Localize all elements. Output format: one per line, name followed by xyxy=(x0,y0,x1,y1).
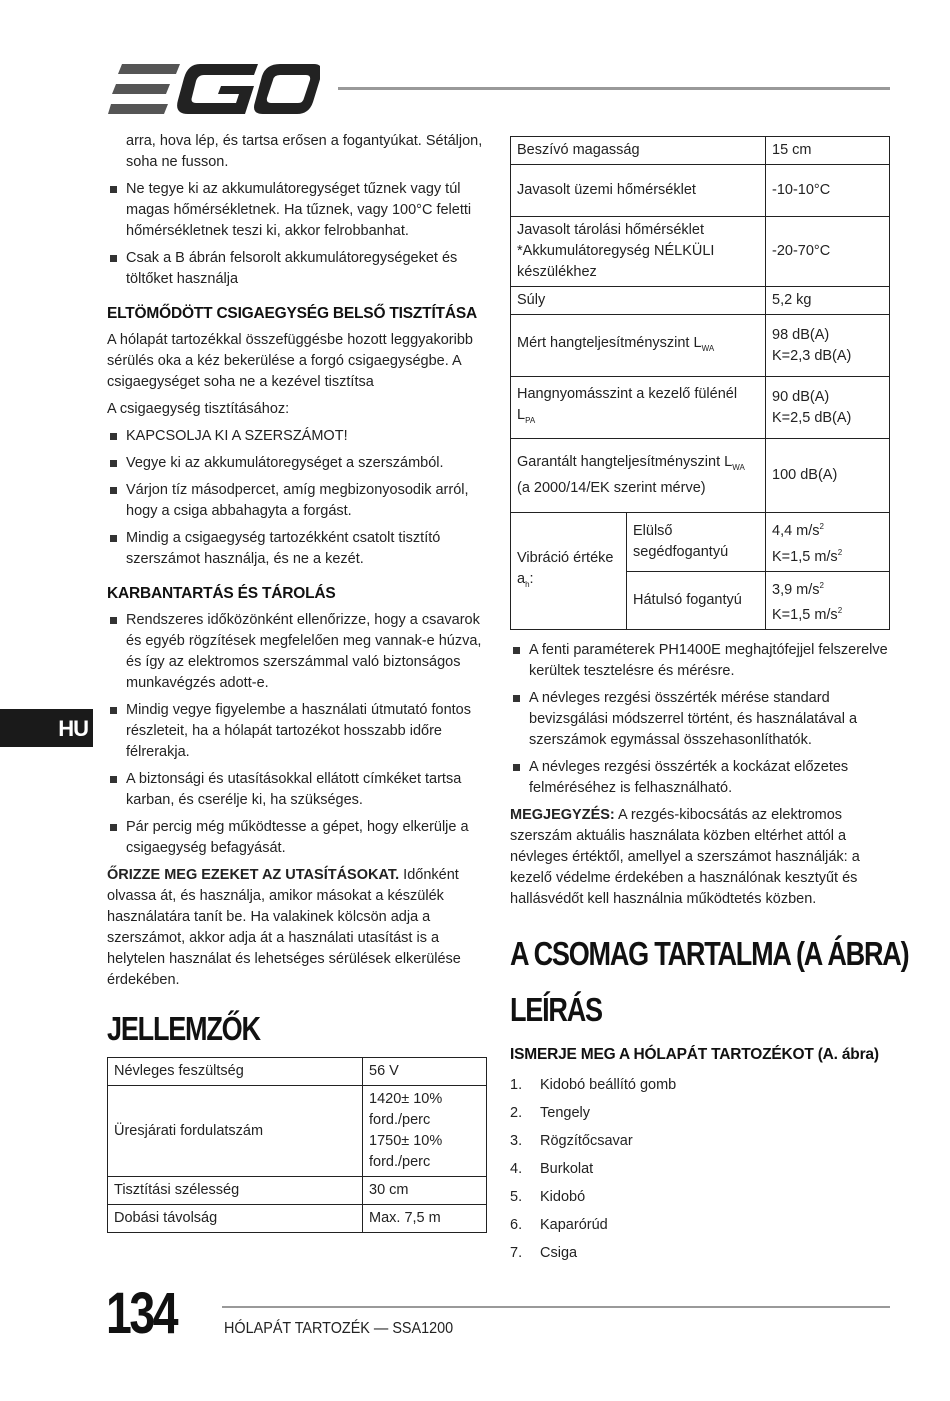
list-item: Ne tegye ki az akkumulátoregységet tűznek vagy túl magas hőmérsékletnek. Ha tűznek, vagy 100°C feletti hőmérsékletnek teszi ki, akkor felrobbanhat. xyxy=(107,179,487,242)
footer-rule xyxy=(222,1306,890,1308)
table-cell: Hangnyomásszint a kezelő fülénél $L_{PA}$ xyxy=(511,377,766,439)
table-cell: Üresjárati fordulatszám xyxy=(108,1086,363,1177)
specs-table xyxy=(510,136,890,630)
table-cell: 4,4 $m/s^2$ K=1,5 $m/s^2$ xyxy=(766,513,890,572)
bullet-icon xyxy=(110,824,117,831)
right-column xyxy=(510,136,909,1267)
bullet-icon xyxy=(110,776,117,783)
left-column xyxy=(107,131,487,1233)
list-item: 3. Rögzítőcsavar xyxy=(510,1132,633,1149)
list-item: Mindig vegye figyelembe a használati útmutató fontos részleteit, ha a hólapát tartozékot hosszabb időre félrerakja. xyxy=(107,700,487,763)
table-row xyxy=(511,315,890,377)
clog-paragraph: A hólapát tartozékkal összefüggésbe hozott leggyakoribb sérülés oka a kéz bekerülése a forgó csigaegységbe. A csigaegységet soha ne a kezével tisztítsa xyxy=(107,332,473,390)
list-item: Csak a B ábrán felsorolt akkumulátoregységeket és töltőket használja xyxy=(107,248,487,290)
package-heading: A CSOMAG TARTALMA (A ÁBRA) xyxy=(510,935,909,973)
table-cell: Javasolt tárolási hőmérséklet *Akkumulátoregység NÉLKÜLI készülékhez xyxy=(511,217,766,287)
table-cell: 5,2 kg xyxy=(766,287,890,315)
list-item: A biztonsági és utasításokkal ellátott címkéket tartsa karban, és cserélje ki, ha szükséges. xyxy=(107,769,487,811)
table-cell: Max. 7,5 m xyxy=(363,1205,487,1233)
table-row xyxy=(108,1058,487,1086)
list-item: Rendszeres időközönként ellenőrizze, hogy a csavarok és egyéb rögzítések megfelelően meg vannak-e húzva, és így az elektromos szerszámmal való biztonságos munkavégzés adott-e. xyxy=(107,610,487,694)
list-item: Vegye ki az akkumulátoregységet a szerszámból. xyxy=(107,453,487,474)
intro-bullets xyxy=(107,131,487,290)
header-rule xyxy=(338,87,890,90)
bullet-icon xyxy=(110,617,117,624)
table-row xyxy=(108,1177,487,1205)
bullet-icon xyxy=(513,695,520,702)
table-cell: 30 cm xyxy=(363,1177,487,1205)
table-cell: Tisztítási szélesség xyxy=(108,1177,363,1205)
table-row xyxy=(511,377,890,439)
list-item: 5. Kidobó xyxy=(510,1188,586,1205)
table-cell: Vibráció értéke $a_h$: xyxy=(511,513,627,630)
table-cell: Dobási távolság xyxy=(108,1205,363,1233)
table-row xyxy=(108,1086,487,1177)
table-cell: -10-10°C xyxy=(766,165,890,217)
bullet-icon xyxy=(110,535,117,542)
parts-list xyxy=(510,1071,890,1267)
list-item: 2. Tengely xyxy=(510,1104,590,1121)
list-item: arra, hova lép, és tartsa erősen a fogantyúkat. Sétáljon, soha ne fusson. xyxy=(126,133,483,170)
table-cell: Elülső segédfogantyú xyxy=(627,513,766,572)
maintenance-bullets xyxy=(107,610,487,859)
bullet-icon xyxy=(110,707,117,714)
footer-title: HÓLAPÁT TARTOZÉK — SSA1200 xyxy=(224,1320,454,1337)
table-cell: 3,9 $m/s^2$ K=1,5 $m/s^2$ xyxy=(766,571,890,630)
list-item: KAPCSOLJA KI A SZERSZÁMOT! xyxy=(107,426,487,447)
table-row xyxy=(511,439,890,513)
list-item: 7. Csiga xyxy=(510,1244,578,1261)
list-item: A névleges rezgési összérték a kockázat előzetes felméréséhez is felhasználható. xyxy=(510,757,890,799)
table-cell: 98 dB(A) K=2,3 dB(A) xyxy=(766,315,890,377)
bullet-icon xyxy=(110,433,117,440)
list-item: A névleges rezgési összérték mérése standard bevizsgálási módszerrel történt, és használatával a szerszámok egymással összehasonlíthatók. xyxy=(510,688,890,751)
know-heading: ISMERJE MEG A HÓLAPÁT TARTOZÉKOT (A. ábra) xyxy=(510,1046,879,1064)
list-item: 6. Kaparórúd xyxy=(510,1216,608,1233)
table-row xyxy=(108,1205,487,1233)
bullet-icon xyxy=(110,487,117,494)
table-cell: 56 V xyxy=(363,1058,487,1086)
list-item: 1. Kidobó beállító gomb xyxy=(510,1076,677,1093)
save-instructions: ŐRIZZE MEG EZEKET AZ UTASÍTÁSOKAT. Időnként olvassa át, és használja, amikor másokat a készülék használatára tanít be. Ha valakinek kölcsön adja a szerszámot, akkor adja át a használati utasítást is a helytelen használat és lehetséges sérülések elkerülése érdekében. xyxy=(107,867,461,988)
table-cell: Garantált hangteljesítményszint $L_{WA}$ (a 2000/14/EK szerint mérve) xyxy=(511,439,766,513)
note-paragraph: MEGJEGYZÉS: A rezgés-kibocsátás az elektromos szerszám aktuális használata közben eltérhet attól a névleges értéktől, amellyel a szerszámot használják: a kezelő védelme érdekében a használónak kesztyűt és hallásvédőt kell használnia működtetés közben. xyxy=(510,807,860,908)
description-heading: LEÍRÁS xyxy=(510,991,602,1029)
table-cell: Beszívó magasság xyxy=(511,137,766,165)
list-item: A fenti paraméterek PH1400E meghajtófejjel felszerelve kerültek tesztelésre és mérésre. xyxy=(510,640,890,682)
language-tab: HU xyxy=(0,709,93,747)
table-cell: 1420± 10% ford./perc 1750± 10% ford./perc xyxy=(363,1086,487,1177)
table-row xyxy=(511,165,890,217)
table-cell: 90 dB(A) K=2,5 dB(A) xyxy=(766,377,890,439)
notes-bullets xyxy=(510,640,890,799)
list-item: Pár percig még működtesse a gépet, hogy elkerülje a csigaegység befagyását. xyxy=(107,817,487,859)
maintenance-heading: KARBANTARTÁS ÉS TÁROLÁS xyxy=(107,585,336,602)
page-number: 134 xyxy=(106,1281,177,1346)
clog-intro: A csigaegység tisztításához: xyxy=(107,401,290,417)
list-item: Mindig a csigaegység tartozékként csatolt tisztító szerszámot használja, és ne a kezét. xyxy=(107,528,487,570)
table-row xyxy=(511,137,890,165)
table-row xyxy=(511,513,890,572)
table-cell: Névleges feszültség xyxy=(108,1058,363,1086)
bullet-icon xyxy=(110,255,117,262)
bullet-icon xyxy=(110,460,117,467)
bullet-icon xyxy=(513,647,520,654)
bullet-icon xyxy=(513,764,520,771)
table-cell: Hátulsó fogantyú xyxy=(627,571,766,630)
bullet-icon xyxy=(110,186,117,193)
table-row xyxy=(511,217,890,287)
list-item: 4. Burkolat xyxy=(510,1160,594,1177)
ego-logo xyxy=(108,64,320,114)
table-cell: Súly xyxy=(511,287,766,315)
clog-bullets xyxy=(107,426,487,570)
table-cell: 100 dB(A) xyxy=(766,439,890,513)
table-cell: -20-70°C xyxy=(766,217,890,287)
features-heading: JELLEMZŐK xyxy=(107,1010,260,1047)
table-cell: 15 cm xyxy=(766,137,890,165)
features-table xyxy=(107,1057,487,1233)
table-row xyxy=(511,287,890,315)
table-cell: Mért hangteljesítményszint $L_{WA}$ xyxy=(511,315,766,377)
list-item: Várjon tíz másodpercet, amíg megbizonyosodik arról, hogy a csiga abbahagyta a forgást. xyxy=(107,480,487,522)
table-cell: Javasolt üzemi hőmérséklet xyxy=(511,165,766,217)
clog-heading: ELTÖMŐDÖTT CSIGAEGYSÉG BELSŐ TISZTÍTÁSA xyxy=(107,305,477,322)
